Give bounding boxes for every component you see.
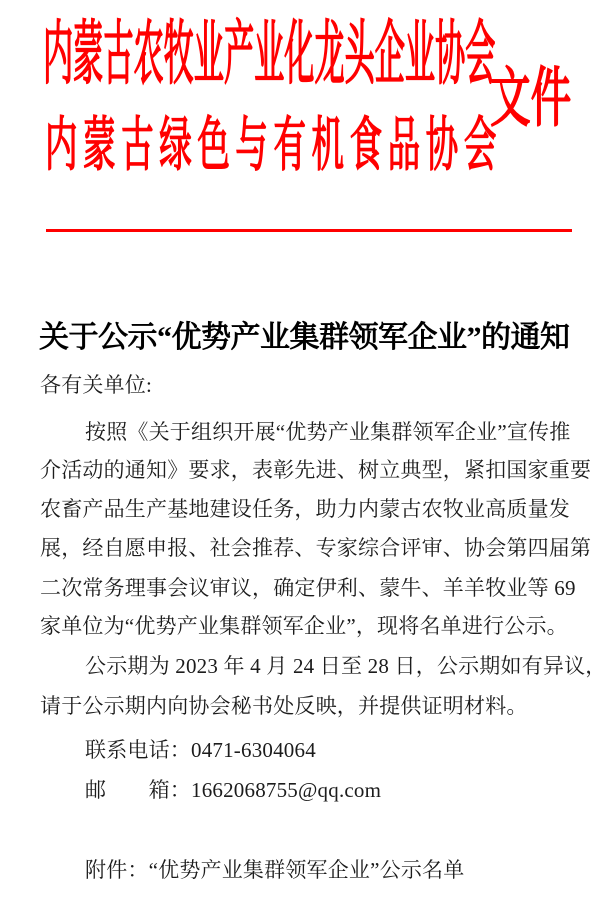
salutation-line: 各有关单位:	[40, 373, 153, 397]
issuer-name-secondary: 内蒙古绿色与有机食品协会	[45, 111, 502, 179]
body-line: 二次常务理事会议审议，确定伊利、蒙牛、羊羊牧业等 69	[40, 576, 576, 600]
body-line: 请于公示期内向协会秘书处反映，并提供证明材料。	[40, 694, 528, 718]
body-line: 家单位为“优势产业集群领军企业”，现将名单进行公示。	[40, 614, 568, 638]
header-divider-line	[46, 229, 572, 232]
issuer-name-primary: 内蒙古农牧业产业化龙头企业协会	[43, 15, 496, 94]
body-line: 介活动的通知》要求，表彰先进、树立典型，紧扣国家重要	[40, 458, 592, 482]
body-line: 公示期为 2023 年 4 月 24 日至 28 日，公示期如有异议，	[85, 654, 607, 678]
notice-title: 关于公示“优势产业集群领军企业”的通知	[39, 321, 570, 354]
body-line: 按照《关于组织开展“优势产业集群领军企业”宣传推	[85, 420, 571, 444]
attachment-note-line: 附件：“优势产业集群领军企业”公示名单	[85, 858, 465, 882]
body-line: 农畜产品生产基地建设任务，助力内蒙古农牧业高质量发	[40, 497, 570, 521]
contact-phone-line: 联系电话：0471-6304064	[85, 738, 316, 762]
contact-email-line: 邮 箱：1662068755@qq.com	[85, 778, 382, 802]
body-line: 展，经自愿申报、社会推荐、专家综合评审、协会第四届第	[40, 536, 592, 560]
doc-type-label: 文件	[490, 61, 572, 135]
